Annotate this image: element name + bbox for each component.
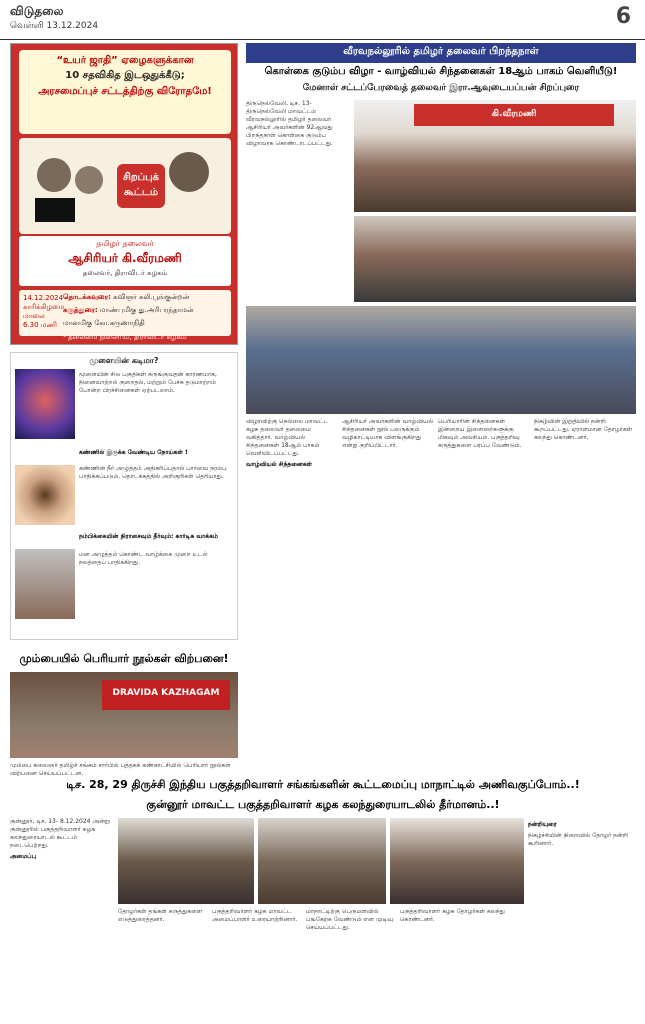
- stage-banner: கி.வீரமணி: [414, 104, 614, 126]
- bottom-column-4: மாநாட்டிற்கு பெருமளவில் பங்கேற்க வேண்டும் என முடிவு செய்யப்பட்டது.: [306, 908, 393, 931]
- mumbai-banner: DRAVIDA KAZHAGAM: [102, 680, 230, 710]
- health-subheading: நம்பிக்கையின் நிராசைவும் தீர்வும்: கார்டிசு வாக்கம்: [79, 533, 218, 540]
- brain-image: [15, 369, 75, 439]
- speaker-1: [63, 293, 189, 302]
- leader-name: ஆசிரியர் கி.வீரமணி: [68, 251, 182, 265]
- main-headline: கொள்கை குடும்ப விழா - வாழ்வியல் சிந்தனைகள் 18ஆம் பாகம் வெளியீடு!: [264, 66, 618, 77]
- bottom-column-3: பகுத்தறிவாளர் கழக மாவட்ட அமைப்பாளர் உரையாற்றினார்.: [212, 908, 298, 923]
- mumbai-caption: மும்பை கலைஞர் தமிழ்ச் சங்கம் சார்பில் புத்தகக் கண்காட்சியில் பெரியார் நூல்கள் விற்பனை செய்யப்பட்டன.: [10, 762, 231, 777]
- speaker-2: [63, 306, 194, 315]
- poster-photos: [19, 138, 231, 234]
- bottom-column-6: [528, 818, 636, 1014]
- bottom-column-text: நிகழ்ச்சியின் நிறைவில் தோழர் நன்றி கூறினார்.: [528, 832, 628, 847]
- speaker-1-label: தொடக்கவுரை:: [63, 293, 111, 301]
- main-kicker: வீரவநல்லூரில் தமிழர் தலைவர் பிறந்தநாள்: [246, 43, 636, 63]
- main-column-2: ஆசிரியர் அவர்களின் வாழ்வியல் சிந்தனைகள் நூல் பலருக்கும் வழிகாட்டியாக விளங்குகிறது என்று குறிப்பிட்டார்.: [342, 418, 434, 449]
- main-column-text: விழாவிற்கு நெல்லை மாவட்ட கழக தலைவர் தலைமை வகித்தார். வாழ்வியல் சிந்தனைகள் 18ஆம் பாகம் வெளியிடப்பட்டது.: [246, 418, 329, 457]
- event-poster: [10, 43, 238, 345]
- masthead: [0, 0, 645, 40]
- flag-icon: [35, 198, 75, 222]
- leader-photo: [169, 152, 209, 192]
- main-column-4: நிகழ்வின் இறுதியில் நன்றி கூறப்பட்டது. ஏராளமான தோழர்கள் கலந்து கொண்டனர்.: [534, 418, 633, 441]
- health-paragraph: கண்ணின் நீர் அழுத்தம் அதிகரிப்பதால் பார்வை நரம்பு பாதிக்கப்படும். தொடக்கத்தில் அறிகுறிகள் தெரியாது.: [79, 465, 227, 480]
- poster-headline-line-1: “உயர் ஜாதி” ஏழைகளுக்கான: [56, 55, 194, 66]
- main-lede: திருநெல்வேலி, டிச. 13- திருநெல்வேலி மாவட்டம் வீரவநல்லூரில் தமிழர் தலைவர் ஆசிரியர் அவர்களின் 92ஆவது பிறந்தநாள் கொள்கை குடும்ப விழாவாக கொண்டாடப்பட்டது.: [246, 100, 333, 147]
- man-photo: [15, 549, 75, 619]
- group-photo: [118, 818, 254, 904]
- mumbai-headline: மும்பையில் பெரியார் நூல்கள் விற்பனை!: [10, 648, 238, 670]
- leader-subtitle: தலைவர், திராவிடர் கழகம்: [82, 269, 168, 277]
- health-paragraph: மூளையின் சில பகுதிகள் சுருங்குவதன் காரணமாக, நினைவாற்றல் குறைதல், மற்றும் பேச்சு தடுமாற்றம் போன்ற பிரச்சினைகள் ஏற்படலாம்.: [79, 371, 217, 394]
- speaker-2-label: கருத்துரை:: [63, 306, 98, 314]
- main-column-1: [246, 418, 338, 640]
- health-column: [10, 352, 238, 640]
- event-date: 14.12.2024 காரிக்கிழமை மாலை 6.30 மணி: [23, 294, 65, 329]
- bottom-headline: டிச. 28, 29 திருச்சி இந்திய பகுத்தறிவாளர் சங்கங்களின் கூட்டமைப்பு மாநாட்டில் அணிவகுப்போம்..!: [66, 778, 580, 791]
- speaker-3: மானமிகு கோ.கருணாநிதி: [63, 319, 145, 327]
- bottom-column-subheading: நன்றியுரை: [528, 821, 557, 828]
- event-stage-photo: [354, 100, 636, 212]
- bottom-column-1: [10, 818, 114, 1014]
- main-subheadline: மேனாள் சட்டப்பேரவைத் தலைவர் இரா.ஆவுடையப்பன் சிறப்புரை: [302, 83, 580, 93]
- bottom-subheadline: குன்னூர் மாவட்ட பகுத்தறிவாளர் கழக கலந்துரையாடலில் தீர்மானம்..!: [146, 798, 500, 811]
- health-subheading: கண்ணில் இருக்க வேண்டிய நோய்கள் !: [79, 449, 188, 456]
- poster-details: [19, 290, 231, 336]
- health-paragraph: மன அழுத்தம் கொண்ட வாழ்க்கை முறை உடல் நலத்தைப் பாதிக்கிறது.: [79, 551, 208, 566]
- issue-date: வெள்ளி 13.12.2024: [10, 21, 99, 31]
- audience-photo: [354, 216, 636, 302]
- group-photo: [390, 818, 524, 904]
- eye-image: [15, 465, 75, 525]
- poster-headline-line-2: 10 சதவிகித இடஒதுக்கீடு;: [65, 70, 185, 81]
- portrait-photo: [75, 166, 103, 194]
- main-column-subheading: வாழ்வியல் சிந்தனைகள்: [246, 461, 312, 468]
- bottom-column-text: குன்னூர், டிச. 13- 8.12.2024 அன்று குன்னூரில் பகுத்தறிவாளர் கழக கலந்துரையாடல் கூட்டம் நடைபெற்றது.: [10, 818, 110, 849]
- poster-footer: - தலைமை நிலையம், திராவிடர் கழகம்: [63, 333, 187, 341]
- poster-headline-line-3: அரசமைப்புச் சட்டத்திற்கு விரோதமே!: [38, 86, 212, 97]
- group-photo: [258, 818, 386, 904]
- portrait-photo: [37, 158, 71, 192]
- special-meeting-badge: சிறப்புக் கூட்டம்: [117, 164, 165, 208]
- speaker-1-name: கவிஞர் கலி.பூங்குன்றன்: [113, 293, 190, 301]
- bottom-column-2: தோழர்கள் தங்கள் கருத்துகளை எடுத்துரைத்தனர்.: [118, 908, 203, 923]
- leader-title: தமிழர் தலைவர்: [96, 239, 154, 248]
- health-title: முளையின் கடிமா?: [89, 356, 159, 365]
- newspaper-name: விடுதலை: [10, 4, 64, 18]
- crowd-photo: [246, 306, 636, 414]
- page-number: 6: [615, 4, 631, 29]
- main-column-3: பெரியாரின் சிந்தனைகள் இன்றைய இளைஞர்களுக்கு மிகவும் அவசியம். பகுத்தறிவு கருத்துகளை பரப்ப வேண்டும்.: [438, 418, 522, 449]
- speaker-2-name: மாண்புமிகு து.அரிபரந்தாமன்: [99, 306, 194, 314]
- bottom-column-5: பகுத்தறிவாளர் கழக தோழர்கள் கலந்து கொண்டனர்.: [400, 908, 505, 923]
- poster-headline: [19, 50, 231, 134]
- poster-leader: [19, 236, 231, 286]
- bottom-column-subheading: அமைப்பு: [10, 853, 37, 860]
